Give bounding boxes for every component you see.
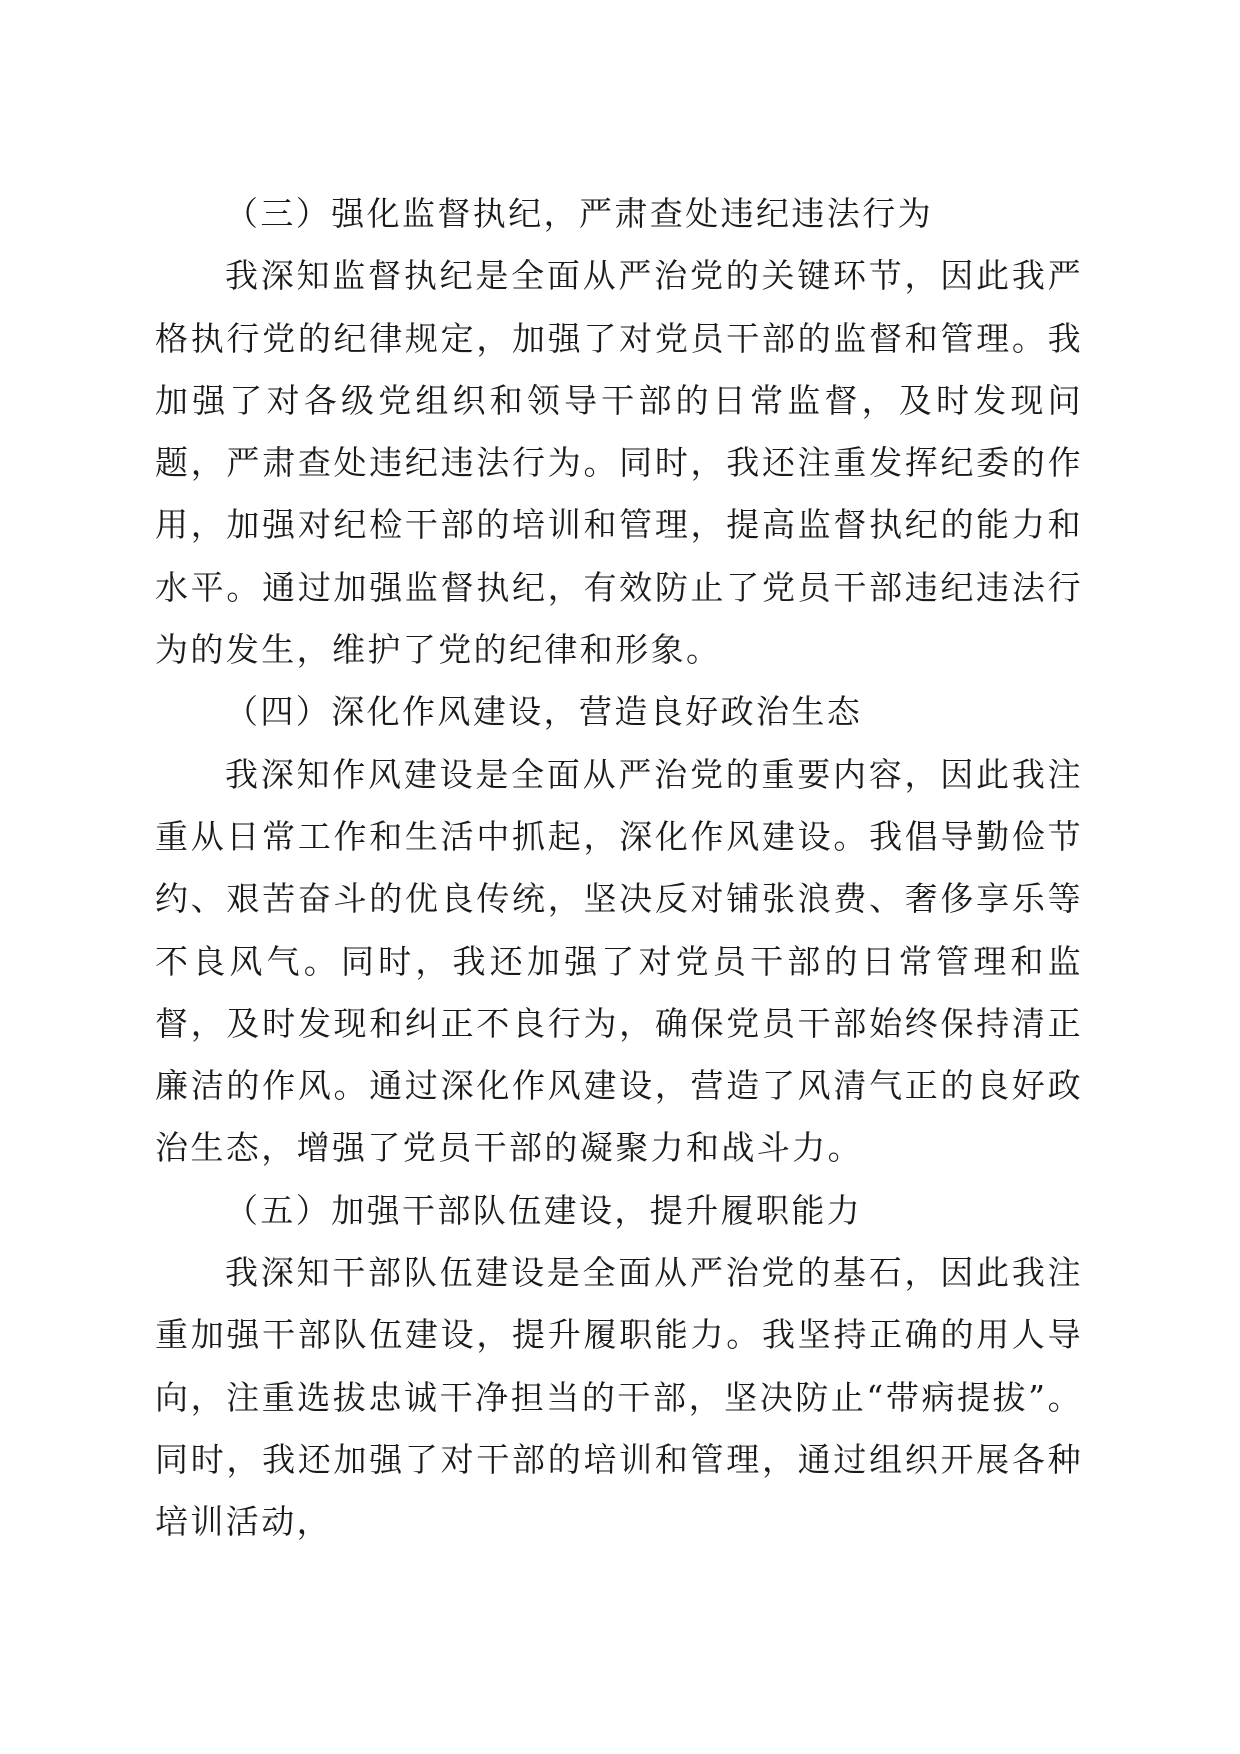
section-paragraph-4: 我深知作风建设是全面从严治党的重要内容，因此我注重从日常工作和生活中抓起，深化作风建设。我倡导勤俭节约、艰苦奋斗的优良传统，坚决反对铺张浪费、奢侈享乐等不良风气。同时，我还加强了对党员干部的日常管理和监督，及时发现和纠正不良行为，确保党员干部始终保持清正廉洁的作风。通过深化作风建设，营造了风清气正的良好政治生态，增强了党员干部的凝聚力和战斗力。 — [155, 754, 1083, 1168]
section-heading-5: （五）加强干部队伍建设，提升履职能力 — [225, 1190, 863, 1230]
section-paragraph-5: 我深知干部队伍建设是全面从严治党的基石，因此我注重加强干部队伍建设，提升履职能力。我坚持正确的用人导向，注重选拔忠诚干净担当的干部，坚决防止“带病提拔”。同时，我还加强了对干部的培训和管理，通过组织开展各种培训活动， — [155, 1253, 1083, 1542]
section-heading-3: （三）强化监督执纪，严肃查处违纪违法行为 — [225, 194, 933, 233]
section-paragraph-3: 我深知监督执纪是全面从严治党的关键环节，因此我严格执行党的纪律规定，加强了对党员干部的监督和管理。我加强了对各级党组织和领导干部的日常监督，及时发现问题，严肃查处违纪违法行为。同时，我还注重发挥纪委的作用，加强对纪检干部的培训和管理，提高监督执纪的能力和水平。通过加强监督执纪，有效防止了党员干部违纪违法行为的发生，维护了党的纪律和形象。 — [155, 256, 1083, 670]
document-body — [155, 183, 1083, 1554]
section-heading-4: （四）深化作风建设，营造良好政治生态 — [225, 692, 863, 732]
